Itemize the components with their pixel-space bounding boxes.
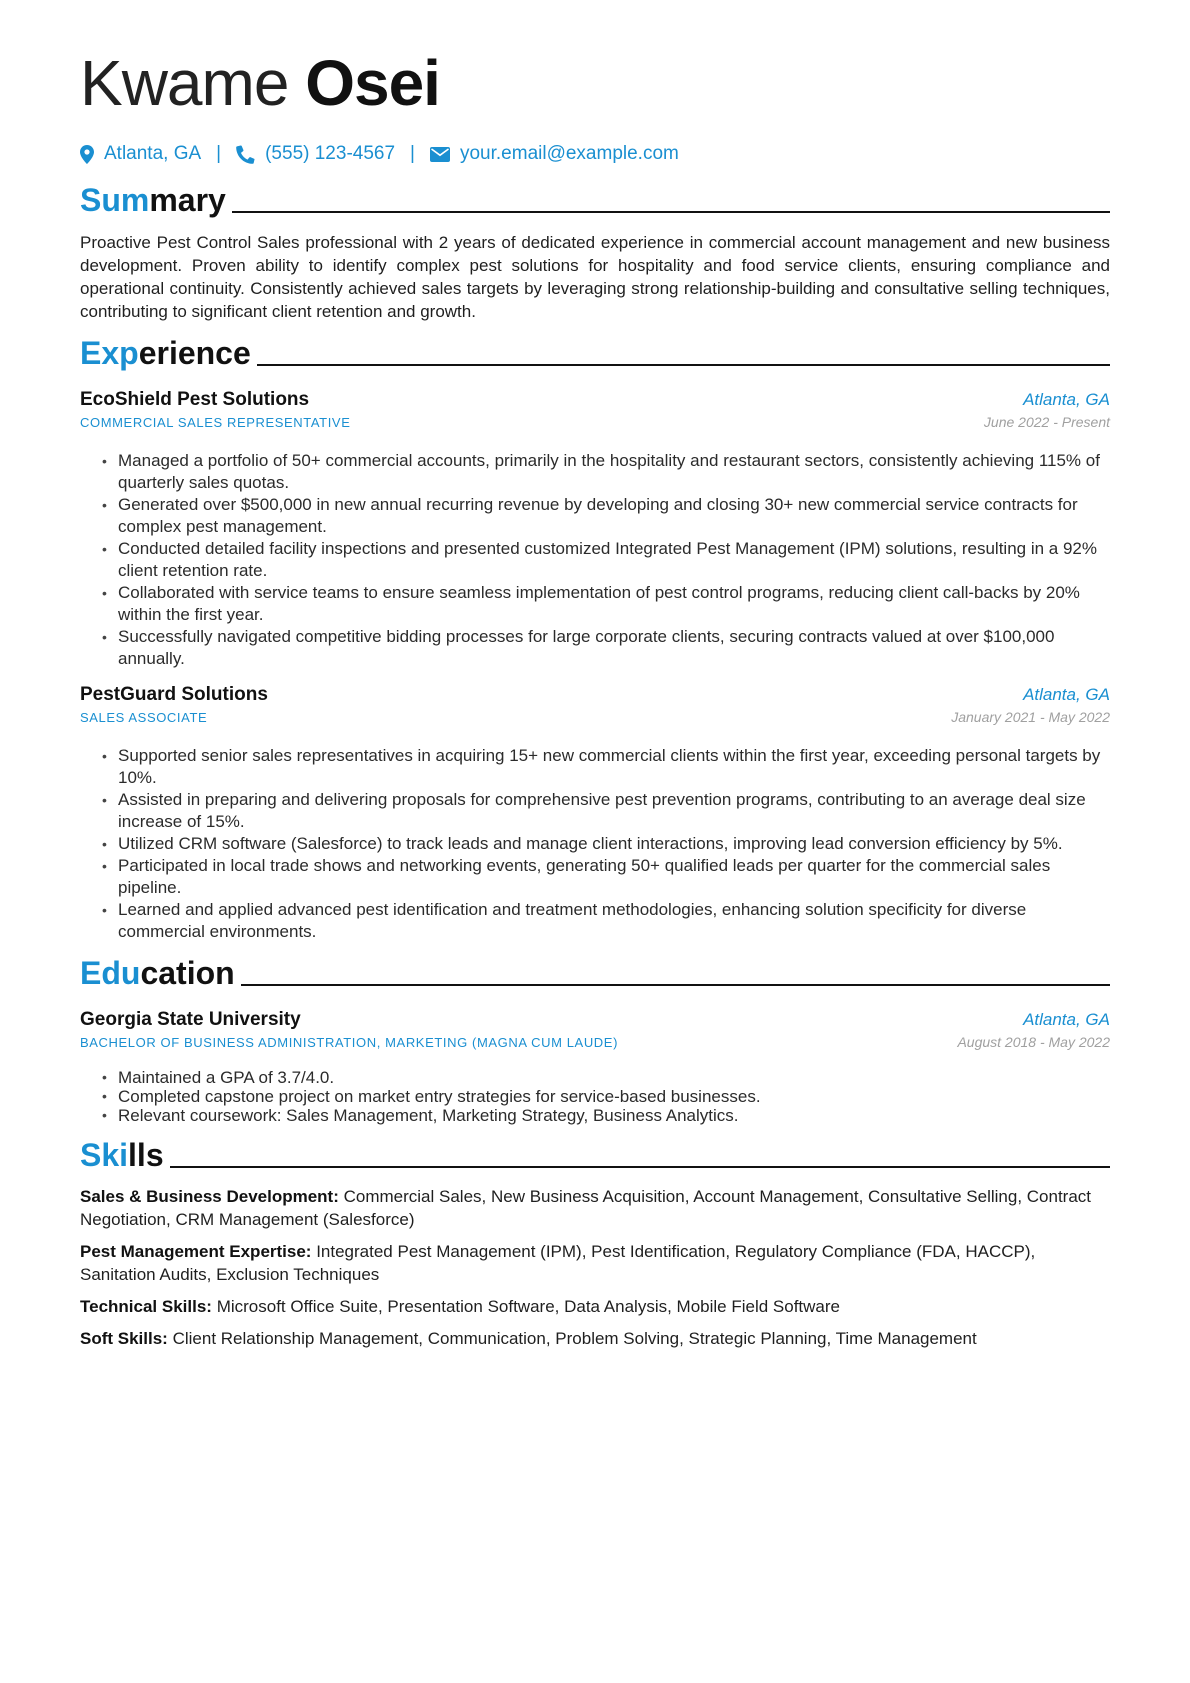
job-location: Atlanta, GA xyxy=(1023,390,1110,409)
skill-label: Technical Skills: xyxy=(80,1297,212,1316)
contact-phone[interactable] xyxy=(236,143,395,165)
location-pin-icon xyxy=(80,145,94,164)
heading-rest: lls xyxy=(128,1137,164,1173)
heading-rest: cation xyxy=(140,955,235,991)
list-item: • Relevant coursework: Sales Management, Marketing Strategy, Business Analytics. xyxy=(102,1106,1110,1125)
heading-accent: Exp xyxy=(80,335,139,371)
heading-rest: erience xyxy=(138,335,251,371)
list-item: • Learned and applied advanced pest identification and treatment methodologies, enhancing solution specificity for diverse commercial environments. xyxy=(102,899,1110,943)
list-item: • Supported senior sales representatives in acquiring 15+ new commercial clients within the first year, exceeding personal targets by 10%. xyxy=(102,745,1110,789)
skill-value: Microsoft Office Suite, Presentation Software, Data Analysis, Mobile Field Software xyxy=(216,1297,841,1316)
summary-heading xyxy=(80,182,1110,218)
experience-heading xyxy=(80,335,1110,371)
job-dates: January 2021 - May 2022 xyxy=(951,709,1110,725)
section-divider xyxy=(170,1166,1110,1168)
last-name: Osei xyxy=(305,47,440,119)
list-item: • Generated over $500,000 in new annual recurring revenue by developing and closing 30+ new commercial service contracts for complex pest management. xyxy=(102,494,1110,538)
skill-label: Soft Skills: xyxy=(80,1329,168,1348)
section-divider xyxy=(232,211,1110,213)
skill-row xyxy=(80,1185,1110,1231)
list-item: • Successfully navigated competitive bidding processes for large corporate clients, securing contracts valued at over $100,000 annually. xyxy=(102,626,1110,670)
job-entry xyxy=(80,684,1110,943)
heading-accent: Ski xyxy=(80,1137,129,1173)
education-bullets xyxy=(102,1068,1110,1125)
job-bullets xyxy=(102,450,1110,670)
section-title xyxy=(80,182,226,218)
skill-row xyxy=(80,1295,1110,1318)
heading-accent: Sum xyxy=(80,182,150,218)
list-item: • Conducted detailed facility inspections and presented customized Integrated Pest Management (IPM) solutions, resulting in a 92% client retention rate. xyxy=(102,538,1110,582)
company-name: PestGuard Solutions xyxy=(80,684,268,705)
education-entry xyxy=(80,1009,1110,1125)
skill-value: Client Relationship Management, Communication, Problem Solving, Strategic Planning, Time Management xyxy=(172,1329,977,1348)
job-title: SALES ASSOCIATE xyxy=(80,710,208,725)
school-location: Atlanta, GA xyxy=(1023,1010,1110,1029)
section-title xyxy=(80,955,235,991)
section-title xyxy=(80,335,251,371)
section-title xyxy=(80,1137,164,1173)
list-item: • Managed a portfolio of 50+ commercial accounts, primarily in the hospitality and restaurant sectors, consistently achieving 115% of quarterly sales quotas. xyxy=(102,450,1110,494)
candidate-name xyxy=(80,44,1110,122)
list-item: • Assisted in preparing and delivering proposals for comprehensive pest prevention programs, contributing to an average deal size increase of 15%. xyxy=(102,789,1110,833)
list-item: • Utilized CRM software (Salesforce) to track leads and manage client interactions, improving lead conversion efficiency by 5%. xyxy=(102,833,1110,855)
school-name: Georgia State University xyxy=(80,1009,301,1030)
section-divider xyxy=(241,984,1110,986)
list-item: • Collaborated with service teams to ensure seamless implementation of pest control programs, reducing client call-backs by 20% within the first year. xyxy=(102,582,1110,626)
skills-list xyxy=(80,1185,1110,1350)
contact-email[interactable] xyxy=(430,143,679,165)
education-dates: August 2018 - May 2022 xyxy=(957,1034,1110,1050)
list-item: • Completed capstone project on market entry strategies for service-based businesses. xyxy=(102,1087,1110,1106)
first-name: Kwame xyxy=(80,47,289,119)
envelope-icon xyxy=(430,147,450,162)
skills-heading xyxy=(80,1137,1110,1173)
skill-row xyxy=(80,1240,1110,1286)
section-divider xyxy=(257,364,1110,366)
summary-text: Proactive Pest Control Sales professional with 2 years of dedicated experience in commercial account management and new business development. Proven ability to identify complex pest solutions for hospitality and food service clients, ensuring compliance and operational continuity. Consistently achieved sales targets by leveraging strong relationship-building and consultative selling techniques, contributing to significant client retention and growth. xyxy=(80,233,1110,321)
degree-title: BACHELOR OF BUSINESS ADMINISTRATION, MARKETING (MAGNA CUM LAUDE) xyxy=(80,1035,618,1050)
contact-line xyxy=(80,140,1110,168)
contact-separator: | xyxy=(216,143,222,164)
heading-accent: Edu xyxy=(80,955,141,991)
job-title: COMMERCIAL SALES REPRESENTATIVE xyxy=(80,415,351,430)
skill-label: Pest Management Expertise: xyxy=(80,1242,312,1261)
job-location: Atlanta, GA xyxy=(1023,685,1110,704)
job-bullets xyxy=(102,745,1110,943)
email-link[interactable]: your.email@example.com xyxy=(459,143,679,164)
education-heading xyxy=(80,955,1110,991)
skill-row xyxy=(80,1327,1110,1350)
contact-location xyxy=(80,143,201,165)
skill-label: Sales & Business Development: xyxy=(80,1187,339,1206)
heading-rest: mary xyxy=(149,182,226,218)
company-name: EcoShield Pest Solutions xyxy=(80,389,310,410)
job-dates: June 2022 - Present xyxy=(983,414,1110,430)
phone-text[interactable]: (555) 123-4567 xyxy=(265,143,396,164)
location-text: Atlanta, GA xyxy=(104,143,202,164)
skill-value: Commercial Sales, New Business Acquisition, Account Management, Consultative Selling, Contract Negotiation, CRM Management (Salesforce) xyxy=(80,1187,1092,1229)
list-item: • Participated in local trade shows and networking events, generating 50+ qualified leads per quarter for the commercial sales pipeline. xyxy=(102,855,1110,899)
skill-value: Integrated Pest Management (IPM), Pest Identification, Regulatory Compliance (FDA, HACCP), Sanitation Audits, Exclusion Techniques xyxy=(80,1242,1036,1284)
contact-separator: | xyxy=(410,143,415,164)
list-item: • Maintained a GPA of 3.7/4.0. xyxy=(102,1068,1110,1087)
job-entry xyxy=(80,389,1110,670)
phone-icon xyxy=(236,145,255,164)
